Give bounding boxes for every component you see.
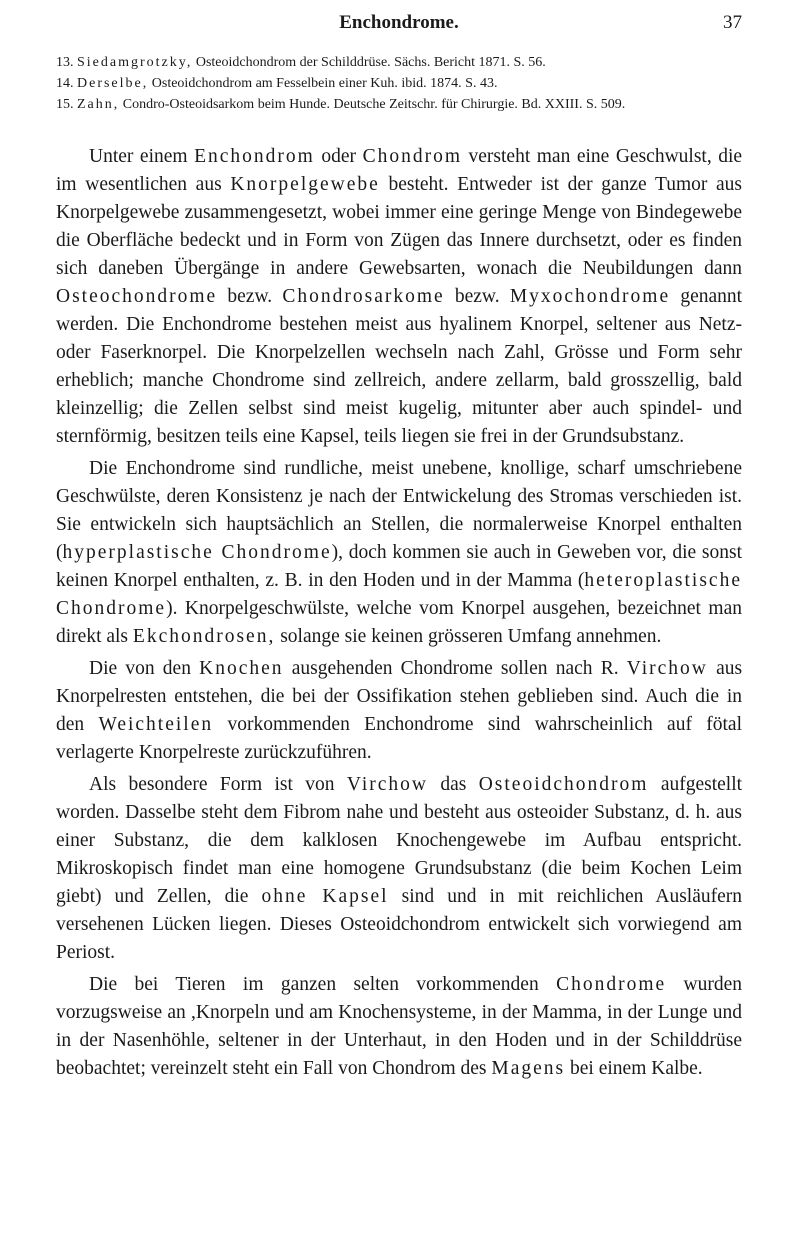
- text-run: oder: [321, 146, 357, 167]
- page-header: [56, 12, 742, 42]
- reference-author: Siedamgrotzky,: [77, 55, 193, 70]
- reference-list: [56, 52, 752, 115]
- paragraph-2: [56, 455, 742, 651]
- paragraph-5: [56, 971, 742, 1083]
- text-run: ). Knorpelgeschwülste, welche vom Knorpel ausgehen, bezeichnet man direkt als: [56, 598, 742, 647]
- paragraph-4: [56, 771, 742, 967]
- text-run: besteht. Entweder ist der ganze Tumor aus Knorpelgewebe zusammengesetzt, wobei immer eine geringe Menge von Bindegewebe die Oberfläche bedeckt und in Form von Zügen das Innere durchsetzt, oder es finden sich daneben Übergänge in andere Gewebsarten, wonach die Neubildungen dann: [56, 174, 743, 279]
- text-run: ausgehenden Chondrome sollen nach R.: [291, 658, 619, 679]
- reference-number: 15.: [56, 97, 74, 112]
- reference-number: 14.: [56, 76, 74, 91]
- emphasis: Virchow: [626, 658, 708, 679]
- text-run: Die Enchondrome sind rundliche, meist unebene, knollige, scharf umschriebene Geschwülste, deren Konsistenz je nach der Entwickelung des Stromas verschieden ist. Sie entwickeln sich hauptsächlich an Stellen, die normalerweise Knorpel enthalten (: [56, 458, 742, 563]
- text-run: bezw.: [454, 286, 500, 307]
- text-run: genannt werden. Die Enchondrome bestehen meist aus hyalinem Knorpel, seltener aus Netz- oder Faserknorpel. Die Knorpelzellen wechseln nach Zahl, Grösse und Form sehr erheblich; manche Chondrome sind zellreich, andere zellarm, bald grosszellig, bald kleinzellig; die Zellen selbst sind meist kugelig, mitunter aber auch spindel- und sternförmig, besitzen teils eine Kapsel, teils liegen sie frei in der Grundsubstanz.: [56, 286, 743, 447]
- emphasis: Enchondrom: [194, 146, 315, 167]
- emphasis: Knochen: [199, 658, 284, 679]
- paragraph-1: [56, 143, 742, 451]
- emphasis: heteroplastische Chondrome: [56, 570, 742, 619]
- text-run: vorkommenden Enchondrome sind wahrscheinlich auf fötal verlagerte Knorpelreste zurückzuführen.: [56, 714, 743, 763]
- emphasis: hyperplastische Chondrome: [62, 542, 332, 563]
- running-title: Enchondrome.: [339, 12, 459, 33]
- reference-author: Derselbe,: [77, 76, 149, 91]
- emphasis: Knorpelgewebe: [230, 174, 380, 195]
- reference-number: 13.: [56, 55, 74, 70]
- text-run: bei einem Kalbe.: [570, 1058, 703, 1079]
- emphasis: ohne Kapsel: [261, 886, 389, 907]
- text-run: Die von den: [89, 658, 191, 679]
- text-run: aufgestellt worden. Dasselbe steht dem Fibrom nahe und besteht aus osteoider Substanz, d. h. aus einer Substanz, die dem kalklosen Knochengewebe im Aufbau entspricht. Mikroskopisch findet man eine homogene Grundsubstanz (die beim Kochen Leim giebt) und Zellen, die: [56, 774, 743, 907]
- emphasis: Magens: [491, 1058, 566, 1079]
- text-run: wurden vorzugsweise an ,Knorpeln und am Knochensysteme, in der Mamma, in der Lunge und in der Nasenhöhle, seltener in der Unterhaut, in den Hoden und in der Schilddrüse beobachtet; vereinzelt steht ein Fall von Chondrom des: [56, 974, 743, 1079]
- emphasis: Osteoidchondrom: [478, 774, 649, 795]
- reference-text: Osteoidchondrom der Schilddrüse. Sächs. Bericht 1871. S. 56.: [195, 55, 546, 70]
- text-run: Die bei Tieren im ganzen selten vorkommenden: [89, 974, 539, 995]
- reference-text: Osteoidchondrom am Fesselbein einer Kuh. ibid. 1874. S. 43.: [151, 76, 498, 91]
- emphasis: Osteochondrome: [56, 286, 218, 307]
- emphasis: Myxochondrome: [509, 286, 671, 307]
- reference-15: [56, 94, 752, 115]
- reference-author: Zahn,: [77, 97, 120, 112]
- reference-13: [56, 52, 752, 73]
- text-run: bezw.: [227, 286, 273, 307]
- text-run: Unter einem: [89, 146, 188, 167]
- text-run: sind und in mit reichlichen Ausläufern versehenen Lücken liegen. Dieses Osteoidchondrom entwickelt sich vorwiegend am Periost.: [56, 886, 743, 963]
- text-run: aus Knorpelresten entstehen, die bei der Ossifikation stehen geblieben sind. Auch die in den: [56, 658, 743, 735]
- emphasis: Chondrom: [362, 146, 462, 167]
- body-text: [56, 143, 742, 1087]
- emphasis: Weichteilen: [98, 714, 214, 735]
- text-run: ), doch kommen sie auch in Geweben vor, die sonst keinen Knorpel enthalten, z. B. in den Hoden und in der Mamma (: [56, 542, 742, 591]
- reference-text: Condro-Osteoidsarkom beim Hunde. Deutsche Zeitschr. für Chirurgie. Bd. XXIII. S. 509.: [122, 97, 626, 112]
- page-number: 37: [723, 12, 742, 33]
- text-run: versteht man eine Geschwulst, die im wesentlichen aus: [56, 146, 743, 195]
- text-run: das: [440, 774, 467, 795]
- text-run: solange sie keinen grösseren Umfang annehmen.: [280, 626, 662, 647]
- text-run: Als besondere Form ist von: [89, 774, 335, 795]
- emphasis: Ekchondrosen,: [132, 626, 276, 647]
- reference-14: [56, 73, 752, 94]
- emphasis: Chondrome: [556, 974, 667, 995]
- emphasis: Virchow: [346, 774, 428, 795]
- emphasis: Chondrosarkome: [282, 286, 445, 307]
- paragraph-3: [56, 655, 742, 767]
